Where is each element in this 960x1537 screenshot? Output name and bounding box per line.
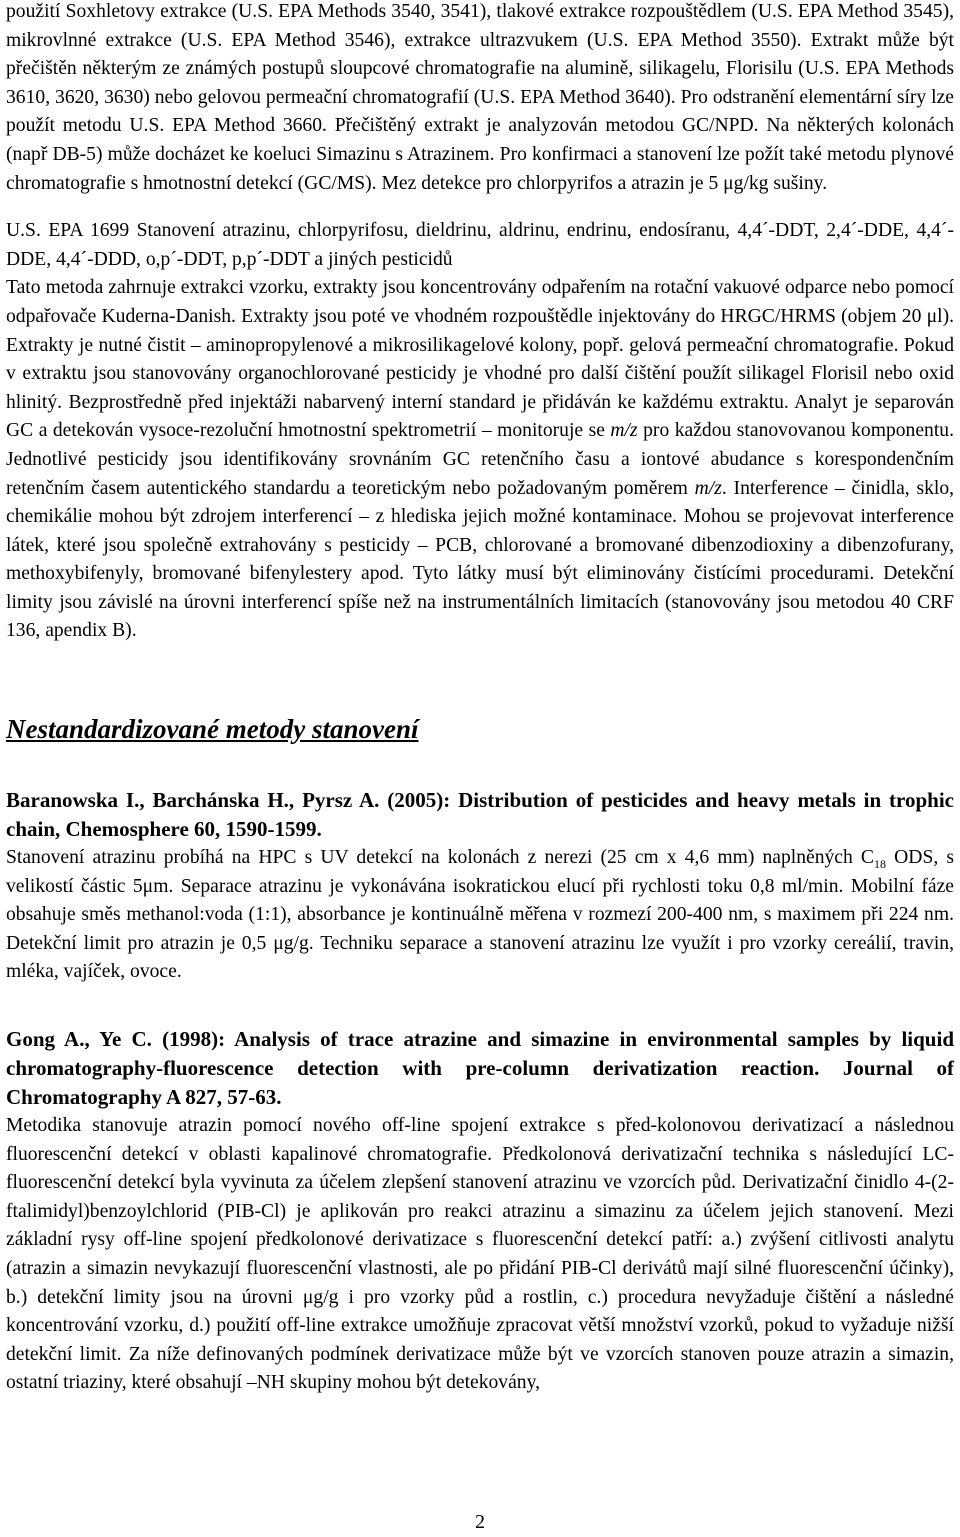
- baranowska-body-part: Stanovení atrazinu probíhá na HPC s UV detekcí na kolonách z nerezi (25 cm x 4,6 mm) naplněných C: [6, 847, 875, 869]
- epa-1699-body-part: . Interference – činidla, sklo, chemikálie mohou být zdrojem interferencí – z hlediska jejich možné kontaminace. Mohou se projevovat interference látek, které jsou společně extrahovány s pesticidy – PCB, chlorované a bromované dibenzodioxiny a dibenzofurany, methoxybifenyly, bromované bifenylestery apod. Tyto látky musí být eliminovány čistícími procedurami. Detekční limity jsou závislé na úrovni interferencí spíše než na instrumentálních limitacích (stanovovány jsou metodou 40 CRF 136, apendix B).: [6, 477, 955, 642]
- epa-1699-subject: [6, 217, 954, 274]
- intro-paragraph: [6, 0, 954, 198]
- reference-baranowska-title: Baranowska I., Barchánska H., Pyrsz A. (2005): Distribution of pesticides and heavy metals in trophic chain, Chemosphere 60, 1590-1599.: [6, 788, 954, 842]
- document-page: [6, 0, 954, 1398]
- mz-term: m/z: [610, 420, 638, 442]
- page-number: 2: [475, 1511, 485, 1533]
- epa-1699-body: [6, 274, 954, 646]
- baranowska-body-part: ODS, s velikostí částic 5μm. Separace atrazinu je vykonávána isokratickou elucí při rychlosti toku 0,8 ml/min. Mobilní fáze obsahuje směs methanol:voda (1:1), absorbance je kontinuálně měřena v rozmezí 200-400 nm, s maximem při 224 nm. Detekční limit pro atrazin je 0,5 μg/g. Techniku separace a stanovení atrazinu lze využít i pro vzorky cereálií, travin, mléka, vajíček, ovoce.: [6, 847, 954, 983]
- intro-text: použití Soxhletovy extrakce (U.S. EPA Methods 3540, 3541), tlakové extrakce rozpouštědlem (U.S. EPA Method 3545), mikrovlnné extrakce (U.S. EPA Method 3546), extrakce ultrazvukem (U.S. EPA Method 3550). Extrakt může být přečištěn některým ze známých postupů sloupcové chromatografie na alumině, silikagelu, Florisilu (U.S. EPA Methods 3610, 3620, 3630) nebo gelovou permeační chromatografií (U.S. EPA Method 3640). Pro odstranění elementární síry lze použít metodu U.S. EPA Method 3660. Přečištěný extrakt je analyzován metodou GC/NPD. Na některých kolonách (např DB-5) může docházet ke koeluci Simazinu s Atrazinem. Pro konfirmaci a stanovení lze požít také metodu plynové chromatografie s hmotnostní detekcí (GC/MS).: [6, 1, 954, 194]
- reference-baranowska-body: [6, 844, 954, 987]
- mz-term: m/z: [694, 477, 722, 499]
- reference-gong-title: Gong A., Ye C. (1998): Analysis of trace atrazine and simazine in environmental samples by liquid chromatography-fluorescence detection with pre-column derivatization reaction. Journal of Chromatography A 827, 57-63.: [6, 1027, 954, 1110]
- epa-1699-subject-text: Stanovení atrazinu, chlorpyrifosu, dieldrinu, aldrinu, endrinu, endosíranu, 4,4´-DDT, 2,4´-DDE, 4,4´-DDE, 4,4´-DDD, o,p´-DDT, p,p´-DDT a jiných pesticidů: [6, 220, 954, 270]
- intro-detection-limit: Mez detekce pro chlorpyrifos a atrazin je 5 μg/kg sušiny.: [376, 172, 828, 194]
- epa-1699-title: U.S. EPA 1699: [6, 220, 130, 242]
- epa-1699-body-part: Tato metoda zahrnuje extrakci vzorku, extrakty jsou koncentrovány odpařením na rotační vakuové odparce nebo pomocí odpařovače Kuderna-Danish. Extrakty jsou poté ve vhodném rozpouštědle injektovány do HRGC/HRMS (objem 20 μl). Extrakty je nutné čistit – aminopropylenové a mikrosilikagelové kolony, popř. gelová permeační chromatografie. Pokud v extraktu jsou stanovovány organochlorované pesticidy je vhodné pro další čištění použít silikagel Florisil nebo oxid hlinitý. Bezprostředně před injektáži nabarvený interní standard je přidáván ke každému extraktu. Analyt je separován GC a detekován vysoce-rezoluční hmotnostní spektrometrií – monitoruje se: [6, 277, 954, 442]
- epa-1699-body-part: pro každou stanovovanou komponentu. Jednotlivé pesticidy jsou identifikovány srovnáním GC retenčního času a iontové abudance s korespondenčním retenčním časem autentického standardu a teoretickým nebo požadovaným poměrem: [6, 420, 954, 499]
- c18-subscript: 18: [874, 856, 887, 871]
- section-heading: Nestandardizované metody stanovení: [6, 714, 419, 745]
- reference-gong-body: Metodika stanovuje atrazin pomocí nového off-line spojení extrakce s před-kolonovou derivatizací a následnou fluorescenční detekcí v oblasti kapalinové chromatografie. Předkolonová derivatizační technika s následující LC-fluorescenční detekcí byla vyvinuta za účelem zlepšení stanovení atrazinu ve vzorcích půd. Derivatizační činidlo 4-(2-ftalimidyl)benzoylchlorid (PIB-Cl) je aplikován pro reakci atrazinu a simazinu za účelem jejich stanovení. Mezi základní rysy off-line spojení předkolonové derivatizace s fluorescenční detekcí patří: a.) zvýšení citlivosti analytu (atrazin a simazin nevykazují fluorescenční vlastnosti, ale po přidání PIB-Cl derivátů mají silné fluorescenční účinky), b.) detekční limity jsou na úrovni μg/g i pro vzorky půd a rostlin, c.) procedura nevyžaduje čištění a následné koncentrování vzorku, d.) použití off-line extrakce umožňuje zpracovat větší množství vzorků, pokud to vyžaduje nižší detekční limit. Za níže definovaných podmínek derivatizace může být ve vzorcích stanoven pouze atrazin a simazin, ostatní triaziny, které obsahují –NH skupiny mohou být detekovány,: [6, 1115, 954, 1394]
